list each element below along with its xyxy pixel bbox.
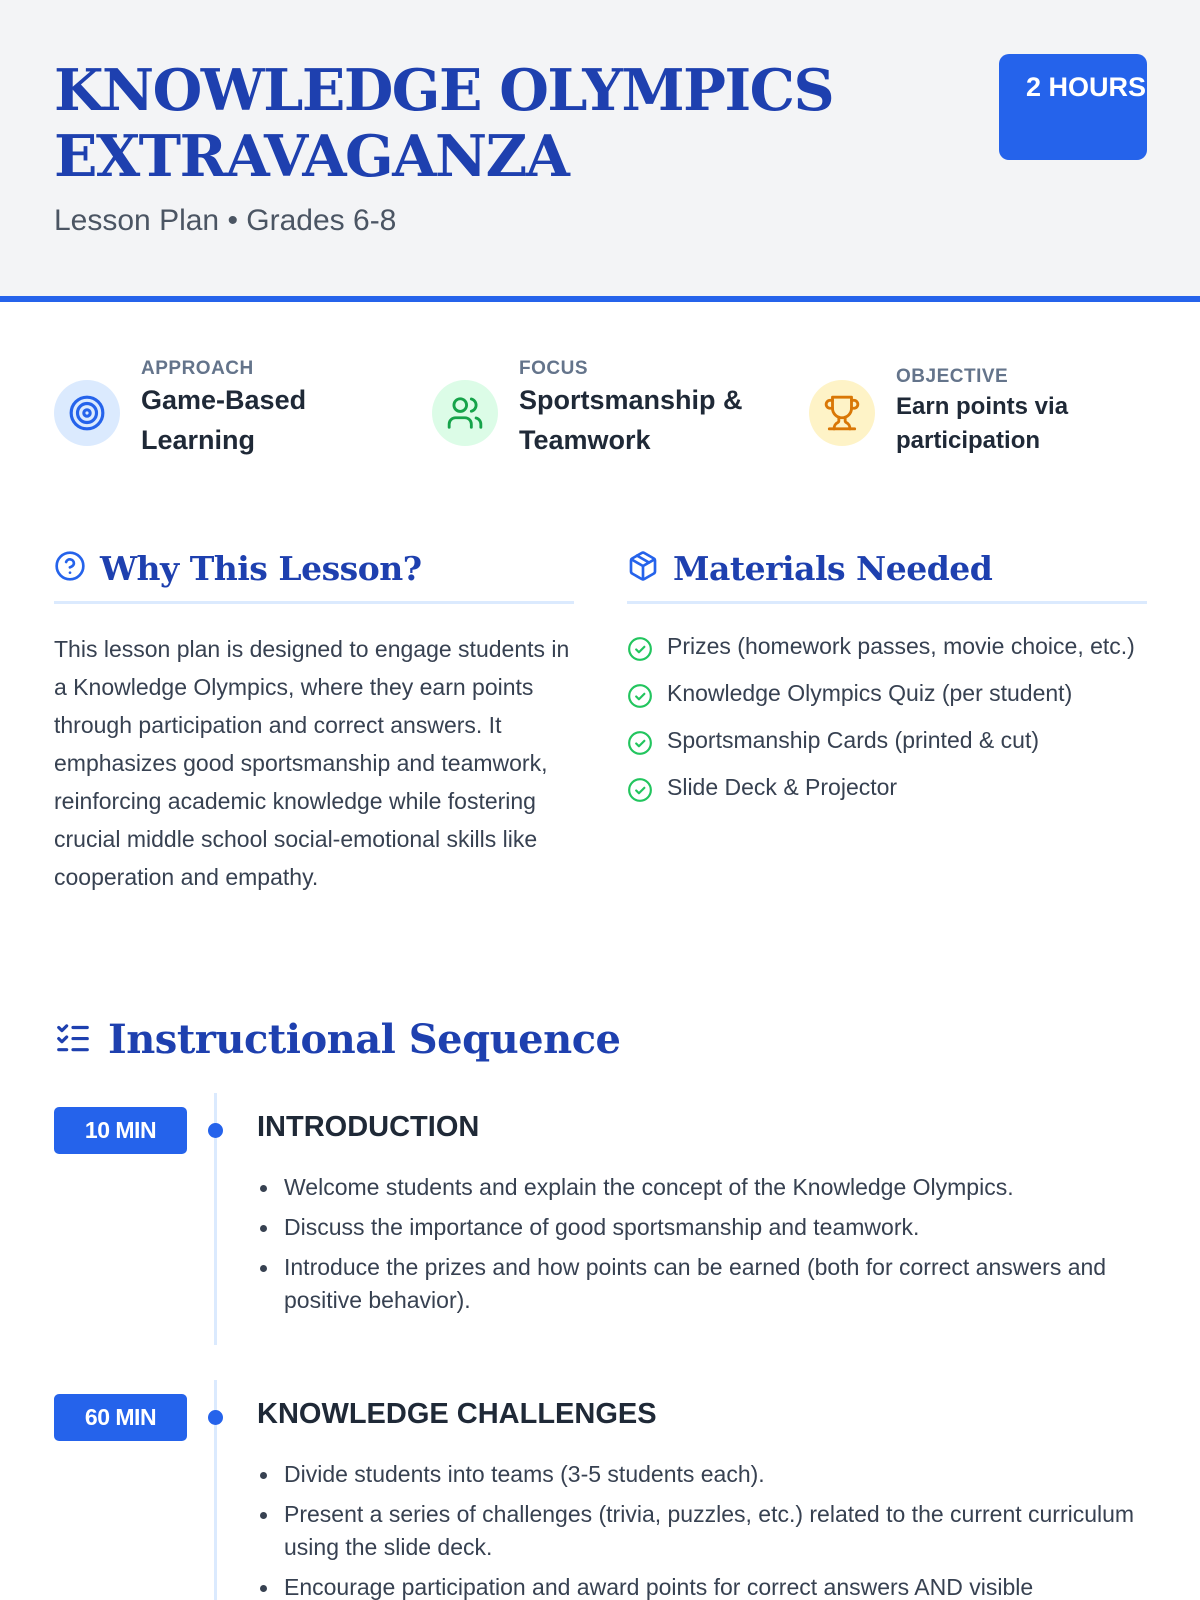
meta-label: APPROACH (141, 358, 254, 379)
timeline-dot (208, 1123, 223, 1138)
check-circle-icon (627, 777, 653, 812)
meta-approach (54, 360, 394, 470)
material-text: Sportsmanship Cards (printed & cut) (667, 727, 1039, 753)
page-subtitle: Lesson Plan • Grades 6-8 (54, 204, 397, 237)
meta-focus (432, 360, 792, 470)
meta-value: Game-Based Learning (141, 385, 307, 455)
sequence-heading: Instructional Sequence (108, 1016, 621, 1063)
check-circle-icon (627, 636, 653, 671)
list-item: Encourage participation and award points for correct answers AND visible (257, 1571, 1187, 1600)
materials-section-header (627, 548, 1147, 604)
sequence-section-header (54, 1016, 621, 1063)
timeline-dot (208, 1410, 223, 1425)
meta-objective (809, 360, 1169, 470)
users-icon (432, 380, 498, 446)
step-bullets (257, 1458, 1187, 1600)
list-item: Introduce the prizes and how points can be earned (both for correct answers and positive behavior). (257, 1251, 1187, 1317)
list-item (627, 630, 1157, 663)
list-item (627, 771, 1157, 804)
page-title: KNOWLEDGE OLYMPICS EXTRAVAGANZA (54, 57, 834, 190)
trophy-icon (809, 380, 875, 446)
list-item: Welcome students and explain the concept of the Knowledge Olympics. (257, 1171, 1187, 1204)
meta-label: OBJECTIVE (896, 366, 1009, 387)
material-text: Slide Deck & Projector (667, 774, 898, 800)
page-header (0, 0, 1200, 302)
list-item: Discuss the importance of good sportsmanship and teamwork. (257, 1211, 1187, 1244)
target-icon (54, 380, 120, 446)
list-item (627, 677, 1157, 710)
why-paragraph: This lesson plan is designed to engage students in a Knowledge Olympics, where they earn points through participation and correct answers. It emphasizes good sportsmanship and teamwork, reinforcing academic knowledge while fostering crucial middle school social-emotional skills like cooperation and empathy. (54, 636, 570, 890)
package-icon (627, 550, 659, 587)
time-badge: 10 MIN (54, 1107, 187, 1154)
step-title: INTRODUCTION (257, 1111, 480, 1143)
list-item: Present a series of challenges (trivia, puzzles, etc.) related to the current curriculum using the slide deck. (257, 1498, 1187, 1564)
list-item (627, 724, 1157, 757)
step-bullets (257, 1171, 1187, 1324)
materials-list (627, 630, 1157, 818)
why-section-header (54, 548, 574, 604)
step-title: KNOWLEDGE CHALLENGES (257, 1398, 657, 1430)
material-text: Prizes (homework passes, movie choice, etc.) (667, 633, 1135, 659)
sequence-step (54, 1107, 1154, 1357)
sequence-step (54, 1394, 1154, 1600)
check-circle-icon (627, 730, 653, 765)
list-checks-icon (54, 1018, 92, 1061)
list-item: Divide students into teams (3-5 students each). (257, 1458, 1187, 1491)
check-circle-icon (627, 683, 653, 718)
time-badge: 60 MIN (54, 1394, 187, 1441)
meta-value: Earn points via participation (896, 393, 1069, 454)
help-circle-icon (54, 550, 86, 587)
meta-value: Sportsmanship & Teamwork (519, 385, 743, 455)
duration-badge: 2 HOURS (999, 54, 1147, 160)
why-heading: Why This Lesson? (100, 549, 422, 588)
material-text: Knowledge Olympics Quiz (per student) (667, 680, 1073, 706)
materials-heading: Materials Needed (673, 549, 993, 588)
meta-label: FOCUS (519, 358, 588, 379)
